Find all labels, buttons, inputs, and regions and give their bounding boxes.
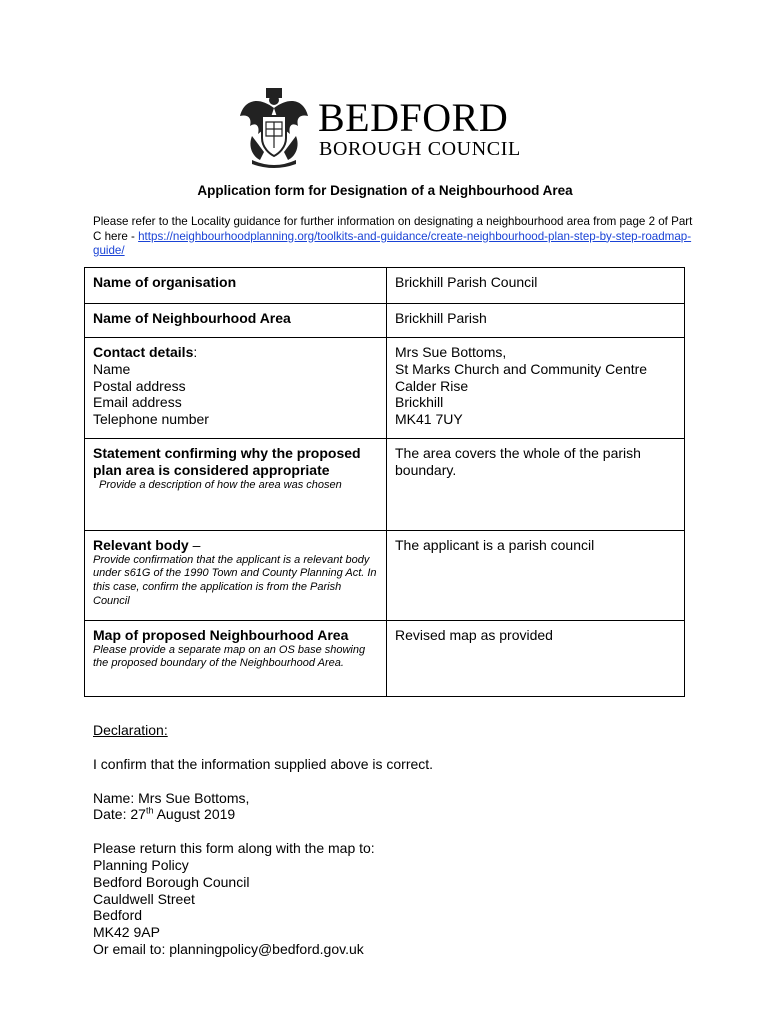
table-row <box>85 338 685 439</box>
statement-value: The area covers the whole of the parish boundary. <box>395 445 641 478</box>
return-instruction: Please return this form along with the map to: <box>93 840 375 857</box>
page-title: Application form for Designation of a Neighbourhood Area <box>197 183 573 198</box>
contact-value-line: MK41 7UY <box>395 411 463 428</box>
contact-value-cell <box>387 338 685 439</box>
guidance-link[interactable]: https://neighbourhoodplanning.org/toolkits-and-guidance/create-neighbourhood-plan-step-by-step-roadmap-guide/ <box>93 229 692 257</box>
date-rest: August 2019 <box>153 806 236 823</box>
council-logo <box>238 86 538 176</box>
relevant-note: Provide confirmation that the applicant is a relevant body under s61G of the 1990 Town and County Planning Act. In this case, confirm the application is from the Parish Council <box>93 553 377 607</box>
application-form-table <box>84 267 685 697</box>
contact-value-line: St Marks Church and Community Centre <box>395 360 648 377</box>
area-value: Brickhill Parish <box>395 310 487 326</box>
return-address-line: Planning Policy <box>93 856 189 873</box>
contact-value-line: Brickhill <box>395 394 444 411</box>
declaration-confirm: I confirm that the information supplied above is correct. <box>93 755 434 772</box>
contact-field-telephone: Telephone number <box>93 411 209 428</box>
contact-value-line: Mrs Sue Bottoms, <box>395 344 507 360</box>
intro-paragraph <box>93 215 693 259</box>
contact-field-name: Name <box>93 360 131 377</box>
area-label-cell <box>85 304 387 338</box>
table-row <box>85 531 685 621</box>
return-address-line: MK42 9AP <box>93 924 160 941</box>
org-label-cell <box>85 268 387 304</box>
date-prefix: Date: 27 <box>93 806 146 823</box>
return-address-line: Bedford <box>93 907 143 924</box>
statement-label-cell <box>85 439 387 531</box>
map-note: Please provide a separate map on an OS base showing the proposed boundary of the Neighbourhood Area. <box>93 643 366 670</box>
relevant-label: Relevant body <box>93 537 189 553</box>
logo-name: BEDFORD <box>318 95 509 140</box>
org-value: Brickhill Parish Council <box>395 274 538 290</box>
logo-subtitle: BOROUGH COUNCIL <box>319 138 521 160</box>
date-suffix-ordinal: th <box>145 805 154 816</box>
contact-label-cell: Contact details: Name Postal address Email address Telephone number <box>85 338 387 439</box>
contact-label: Contact details <box>93 344 194 360</box>
org-label: Name of organisation <box>93 274 237 290</box>
coat-of-arms-icon <box>238 86 310 170</box>
map-label: Map of proposed Neighbourhood Area <box>93 627 349 643</box>
table-row <box>85 268 685 304</box>
map-value: Revised map as provided <box>395 627 553 643</box>
contact-field-email: Email address <box>93 394 182 411</box>
table-row <box>85 304 685 338</box>
intro-text: Please refer to the Locality guidance for further information on designating a neighbourhood area from page 2 of Part C here - <box>93 215 693 243</box>
declaration-date <box>93 806 693 823</box>
declaration-section <box>93 722 693 958</box>
statement-label: Statement confirming why the proposed plan area is considered appropriate <box>93 445 361 478</box>
statement-note: Provide a description of how the area was chosen <box>99 478 342 491</box>
org-value-cell <box>387 268 685 304</box>
area-label: Name of Neighbourhood Area <box>93 310 291 326</box>
map-value-cell <box>387 621 685 697</box>
statement-value-cell <box>387 439 685 531</box>
return-email-line: Or email to: planningpolicy@bedford.gov.uk <box>93 940 364 957</box>
return-address-line: Bedford Borough Council <box>93 873 250 890</box>
relevant-label-cell: Relevant body – Provide confirmation that the applicant is a relevant body under s61G of the 1990 Town and County Planning Act. In this case, confirm the application is from the Parish Council <box>85 531 387 621</box>
relevant-value-cell <box>387 531 685 621</box>
return-address-line: Cauldwell Street <box>93 890 195 907</box>
table-row <box>85 439 685 531</box>
declaration-name: Name: Mrs Sue Bottoms, <box>93 789 250 806</box>
table-row <box>85 621 685 697</box>
relevant-value: The applicant is a parish council <box>395 537 595 553</box>
contact-field-postal: Postal address <box>93 377 186 394</box>
contact-value-line: Calder Rise <box>395 377 469 394</box>
declaration-heading: Declaration: <box>93 722 168 738</box>
area-value-cell <box>387 304 685 338</box>
map-label-cell <box>85 621 387 697</box>
